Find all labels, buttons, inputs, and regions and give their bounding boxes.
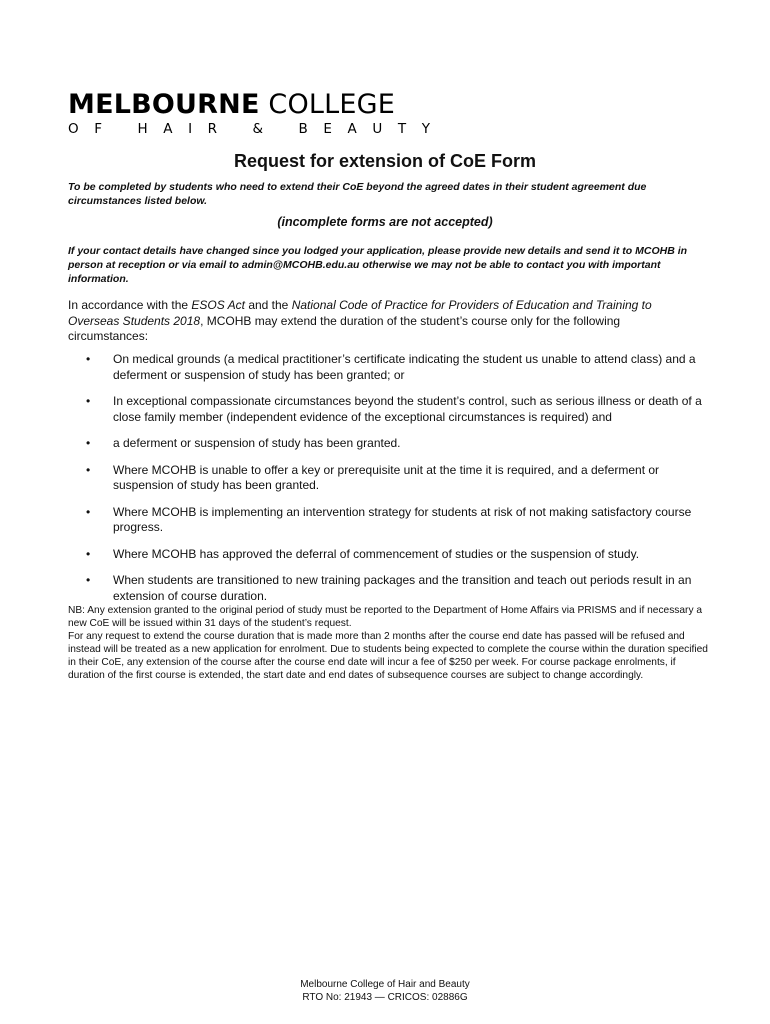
list-item: • Where MCOHB is implementing an intervention strategy for students at risk of not making satisfactory course progress.	[68, 505, 708, 536]
esos-act-reference: ESOS Act	[191, 298, 245, 312]
contact-details-notice: If your contact details have changed since you lodged your application, please provide new details and send it to MCOHB in person at reception or via email to admin@MCOHB.edu.au otherwise we may not be able to contact you with important information.	[68, 245, 688, 285]
national-code-reference: National Code of Practice for Providers of Education and Training to Overseas Students 2018	[68, 298, 652, 328]
incomplete-notice: (incomplete forms are not accepted)	[277, 215, 493, 229]
list-item: • Where MCOHB is unable to offer a key or prerequisite unit at the time it is required, and a deferment or suspension of study has been granted.	[68, 463, 708, 494]
list-item: • Where MCOHB has approved the deferral of commencement of studies or the suspension of study.	[68, 547, 708, 563]
form-title: Request for extension of CoE Form	[233, 151, 537, 171]
footer-registration: RTO No: 21943 — CRICOS: 02886G	[302, 992, 468, 1003]
logo-word-melbourne: MELBOURNE	[68, 89, 260, 120]
accordance-text-3: , MCOHB may extend the duration of the student’s course only for the following circumstances:	[68, 313, 621, 343]
page-footer	[0, 978, 770, 1004]
nb-paragraph: NB: Any extension granted to the original period of study must be reported to the Department of Home Affairs via PRISMS and if necessary a new CoE will be issued within 31 days of the student’s request.	[68, 605, 703, 629]
intro-text: To be completed by students who need to extend their CoE beyond the agreed dates in their student agreement due circumstances listed below.	[68, 181, 647, 207]
nb-section	[68, 604, 708, 682]
list-item: • On medical grounds (a medical practitioner’s certificate indicating the student us unable to attend class) and a deferment or suspension of study has been granted; or	[68, 352, 708, 383]
list-item: • When students are transitioned to new training packages and the transition and teach out periods result in an extension of course duration.	[68, 573, 708, 604]
late-request-paragraph: For any request to extend the course duration that is made more than 2 months after the course end date has passed will be refused and instead will be treated as a new application for enrolment. Due to students being expected to complete the course within the duration specified in their CoE, any extension of the course after the course end date will incur a fee of $250 per week. For course package enrolments, if duration of the first course is extended, the start date and end dates of subsequence courses are subject to change accordingly.	[68, 631, 708, 681]
list-item: • In exceptional compassionate circumstances beyond the student’s control, such as serious illness or death of a close family member (independent evidence of the exceptional circumstances is required) and	[68, 394, 708, 425]
college-logo	[68, 89, 446, 137]
logo-wordmark	[68, 90, 398, 120]
logo-tagline: OF HAIR & BEAUTY	[68, 121, 446, 137]
accordance-paragraph	[68, 298, 698, 345]
accordance-text-2: and the	[244, 298, 292, 312]
accordance-text-1: In accordance with the	[68, 298, 192, 312]
footer-college-name: Melbourne College of Hair and Beauty	[300, 979, 470, 990]
circumstances-list	[68, 352, 708, 615]
logo-word-college: COLLEGE	[268, 89, 396, 120]
list-item: • a deferment or suspension of study has been granted.	[68, 436, 708, 452]
